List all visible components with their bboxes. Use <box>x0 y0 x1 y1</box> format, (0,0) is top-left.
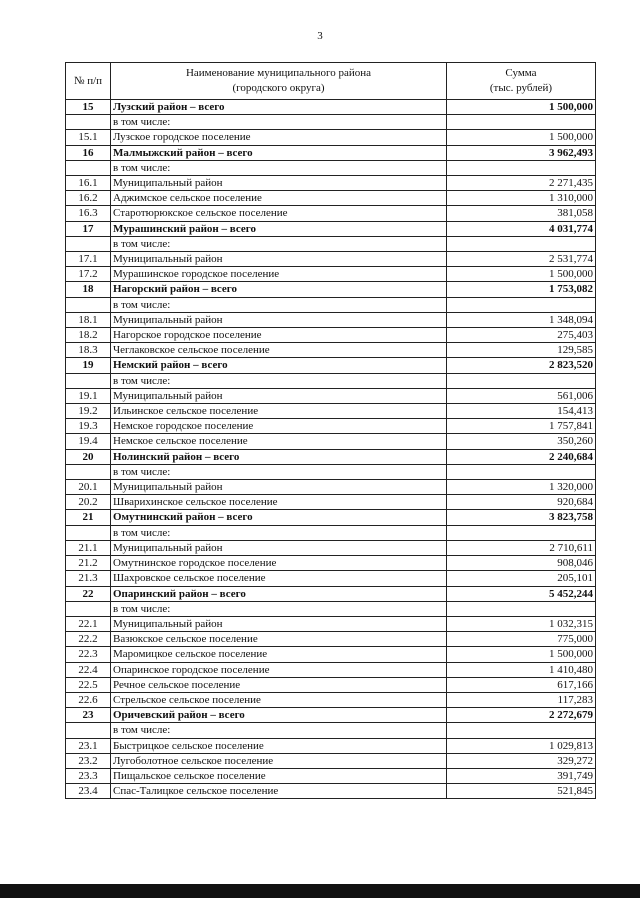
header-name-line1: Наименование муниципального района <box>185 67 372 79</box>
row-number-cell: 23.1 <box>66 738 111 753</box>
row-sum-cell: 154,413 <box>447 404 596 419</box>
row-name-cell: Лугоболотное сельское поселение <box>111 753 447 768</box>
row-name-cell: Быстрицкое сельское поселение <box>111 738 447 753</box>
row-sum-cell: 2 710,611 <box>447 540 596 555</box>
row-number-cell: 16.3 <box>66 206 111 221</box>
row-sum-cell: 2 823,520 <box>447 358 596 373</box>
district-total-row <box>66 221 596 236</box>
table-row <box>66 662 596 677</box>
row-name-cell: в том числе: <box>111 723 447 738</box>
row-name-cell: в том числе: <box>111 160 447 175</box>
table-row <box>66 130 596 145</box>
row-name-cell: Лузское городское поселение <box>111 130 447 145</box>
row-number-cell <box>66 297 111 312</box>
row-sum-cell: 1 310,000 <box>447 191 596 206</box>
row-number-cell: 22.4 <box>66 662 111 677</box>
row-number-cell: 15.1 <box>66 130 111 145</box>
row-name-cell: в том числе: <box>111 601 447 616</box>
row-name-cell: Аджимское сельское поселение <box>111 191 447 206</box>
scan-edge-bar <box>0 884 640 898</box>
row-sum-cell <box>447 464 596 479</box>
row-name-cell: Муниципальный район <box>111 540 447 555</box>
row-number-cell: 16.2 <box>66 191 111 206</box>
row-sum-cell: 920,684 <box>447 495 596 510</box>
row-name-cell: Мурашинское городское поселение <box>111 267 447 282</box>
row-number-cell <box>66 464 111 479</box>
row-sum-cell: 2 272,679 <box>447 708 596 723</box>
row-name-cell: в том числе: <box>111 236 447 251</box>
row-number-cell: 17.1 <box>66 252 111 267</box>
table-row <box>66 419 596 434</box>
row-number-cell: 21.2 <box>66 556 111 571</box>
row-sum-cell: 129,585 <box>447 343 596 358</box>
table-row <box>66 677 596 692</box>
row-name-cell: Чеглаковское сельское поселение <box>111 343 447 358</box>
table-header <box>66 63 596 100</box>
header-name-line2: (городского округа) <box>232 82 325 94</box>
table-row <box>66 252 596 267</box>
row-sum-cell <box>447 236 596 251</box>
row-number-cell: 20 <box>66 449 111 464</box>
row-name-cell: Нолинский район – всего <box>111 449 447 464</box>
row-sum-cell <box>447 723 596 738</box>
row-name-cell: Опаринское городское поселение <box>111 662 447 677</box>
table-row <box>66 176 596 191</box>
row-sum-cell: 1 500,000 <box>447 267 596 282</box>
row-number-cell <box>66 373 111 388</box>
row-name-cell: Муниципальный район <box>111 616 447 631</box>
row-name-cell: Немское городское поселение <box>111 419 447 434</box>
table-row <box>66 160 596 175</box>
row-sum-cell <box>447 373 596 388</box>
row-sum-cell: 1 032,315 <box>447 616 596 631</box>
row-sum-cell <box>447 601 596 616</box>
table-row <box>66 495 596 510</box>
row-number-cell: 22.2 <box>66 632 111 647</box>
row-name-cell: в том числе: <box>111 464 447 479</box>
table-row <box>66 343 596 358</box>
table-row <box>66 784 596 799</box>
header-name <box>111 63 447 100</box>
row-number-cell: 15 <box>66 100 111 115</box>
table-row <box>66 571 596 586</box>
row-sum-cell: 1 500,000 <box>447 130 596 145</box>
row-sum-cell: 2 531,774 <box>447 252 596 267</box>
row-name-cell: Оричевский район – всего <box>111 708 447 723</box>
row-sum-cell: 1 753,082 <box>447 282 596 297</box>
row-sum-cell: 1 500,000 <box>447 100 596 115</box>
row-number-cell: 18.2 <box>66 328 111 343</box>
table-row <box>66 236 596 251</box>
row-sum-cell: 329,272 <box>447 753 596 768</box>
row-sum-cell: 561,006 <box>447 388 596 403</box>
row-name-cell: Лузский район – всего <box>111 100 447 115</box>
row-sum-cell: 1 500,000 <box>447 647 596 662</box>
header-sum-line1: Сумма <box>505 67 537 79</box>
table-row <box>66 434 596 449</box>
row-name-cell: Муниципальный район <box>111 252 447 267</box>
row-name-cell: Муниципальный район <box>111 312 447 327</box>
table-row <box>66 738 596 753</box>
row-number-cell: 19.3 <box>66 419 111 434</box>
header-num: № п/п <box>66 63 111 100</box>
row-name-cell: Муниципальный район <box>111 480 447 495</box>
row-number-cell: 22.5 <box>66 677 111 692</box>
district-total-row <box>66 282 596 297</box>
row-sum-cell: 391,749 <box>447 768 596 783</box>
row-number-cell: 19.2 <box>66 404 111 419</box>
row-number-cell: 20.2 <box>66 495 111 510</box>
row-number-cell: 18.3 <box>66 343 111 358</box>
district-total-row <box>66 449 596 464</box>
table-row <box>66 388 596 403</box>
row-number-cell: 23.3 <box>66 768 111 783</box>
table-row <box>66 312 596 327</box>
row-sum-cell <box>447 160 596 175</box>
row-sum-cell: 908,046 <box>447 556 596 571</box>
header-sum <box>447 63 596 100</box>
row-sum-cell: 3 823,758 <box>447 510 596 525</box>
table-row <box>66 723 596 738</box>
table-row <box>66 692 596 707</box>
row-sum-cell: 1 410,480 <box>447 662 596 677</box>
row-sum-cell: 381,058 <box>447 206 596 221</box>
district-total-row <box>66 586 596 601</box>
row-name-cell: Немский район – всего <box>111 358 447 373</box>
table-row <box>66 464 596 479</box>
row-name-cell: Мурашинский район – всего <box>111 221 447 236</box>
page-number: 3 <box>317 30 323 42</box>
table-row <box>66 540 596 555</box>
row-name-cell: Омутнинское городское поселение <box>111 556 447 571</box>
row-number-cell: 23.4 <box>66 784 111 799</box>
row-number-cell <box>66 601 111 616</box>
row-name-cell: Пищальское сельское поселение <box>111 768 447 783</box>
row-number-cell: 18.1 <box>66 312 111 327</box>
table-row <box>66 616 596 631</box>
district-total-row <box>66 145 596 160</box>
row-number-cell <box>66 160 111 175</box>
table-row <box>66 632 596 647</box>
table-row <box>66 297 596 312</box>
row-name-cell: Стрельское сельское поселение <box>111 692 447 707</box>
row-sum-cell <box>447 115 596 130</box>
row-number-cell <box>66 723 111 738</box>
row-sum-cell: 5 452,244 <box>447 586 596 601</box>
row-number-cell: 16 <box>66 145 111 160</box>
table-row <box>66 404 596 419</box>
row-number-cell: 17.2 <box>66 267 111 282</box>
row-sum-cell: 2 240,684 <box>447 449 596 464</box>
row-number-cell: 22 <box>66 586 111 601</box>
budget-table <box>65 62 596 799</box>
row-sum-cell: 1 757,841 <box>447 419 596 434</box>
table-row <box>66 647 596 662</box>
row-number-cell: 20.1 <box>66 480 111 495</box>
table-row <box>66 115 596 130</box>
row-number-cell: 19.4 <box>66 434 111 449</box>
table-body <box>66 100 596 799</box>
row-sum-cell <box>447 297 596 312</box>
row-sum-cell: 275,403 <box>447 328 596 343</box>
row-number-cell: 22.1 <box>66 616 111 631</box>
row-sum-cell: 350,260 <box>447 434 596 449</box>
row-number-cell: 22.6 <box>66 692 111 707</box>
row-sum-cell: 521,845 <box>447 784 596 799</box>
table-row <box>66 328 596 343</box>
row-name-cell: Омутнинский район – всего <box>111 510 447 525</box>
row-sum-cell: 117,283 <box>447 692 596 707</box>
district-total-row <box>66 510 596 525</box>
table-row <box>66 753 596 768</box>
row-number-cell: 21 <box>66 510 111 525</box>
row-number-cell <box>66 115 111 130</box>
row-number-cell <box>66 236 111 251</box>
row-number-cell: 19.1 <box>66 388 111 403</box>
row-name-cell: Шахровское сельское поселение <box>111 571 447 586</box>
row-name-cell: Речное сельское поселение <box>111 677 447 692</box>
row-sum-cell: 1 029,813 <box>447 738 596 753</box>
row-name-cell: Маромицкое сельское поселение <box>111 647 447 662</box>
row-sum-cell: 775,000 <box>447 632 596 647</box>
row-name-cell: Спас-Талицкое сельское поселение <box>111 784 447 799</box>
row-name-cell: Вазюкское сельское поселение <box>111 632 447 647</box>
table-row <box>66 191 596 206</box>
row-sum-cell: 4 031,774 <box>447 221 596 236</box>
table-row <box>66 206 596 221</box>
row-name-cell: Опаринский район – всего <box>111 586 447 601</box>
row-number-cell <box>66 525 111 540</box>
row-number-cell: 23 <box>66 708 111 723</box>
row-name-cell: Ильинское сельское поселение <box>111 404 447 419</box>
row-number-cell: 22.3 <box>66 647 111 662</box>
district-total-row <box>66 100 596 115</box>
table-row <box>66 480 596 495</box>
row-name-cell: Нагорское городское поселение <box>111 328 447 343</box>
table-row <box>66 601 596 616</box>
row-number-cell: 19 <box>66 358 111 373</box>
row-number-cell: 23.2 <box>66 753 111 768</box>
row-name-cell: в том числе: <box>111 373 447 388</box>
row-sum-cell: 1 348,094 <box>447 312 596 327</box>
header-row <box>66 63 596 100</box>
row-name-cell: Нагорский район – всего <box>111 282 447 297</box>
table-row <box>66 525 596 540</box>
row-name-cell: Муниципальный район <box>111 176 447 191</box>
table-row <box>66 768 596 783</box>
row-name-cell: Шварихинское сельское поселение <box>111 495 447 510</box>
row-name-cell: в том числе: <box>111 115 447 130</box>
row-number-cell: 16.1 <box>66 176 111 191</box>
row-sum-cell <box>447 525 596 540</box>
row-name-cell: Малмыжский район – всего <box>111 145 447 160</box>
row-name-cell: Старотюрюкское сельское поселение <box>111 206 447 221</box>
district-total-row <box>66 358 596 373</box>
table-row <box>66 267 596 282</box>
row-number-cell: 21.1 <box>66 540 111 555</box>
row-name-cell: Немское сельское поселение <box>111 434 447 449</box>
row-sum-cell: 617,166 <box>447 677 596 692</box>
row-number-cell: 17 <box>66 221 111 236</box>
row-name-cell: в том числе: <box>111 525 447 540</box>
header-sum-line2: (тыс. рублей) <box>489 82 553 94</box>
table-row <box>66 373 596 388</box>
row-number-cell: 21.3 <box>66 571 111 586</box>
row-number-cell: 18 <box>66 282 111 297</box>
row-sum-cell: 1 320,000 <box>447 480 596 495</box>
row-sum-cell: 3 962,493 <box>447 145 596 160</box>
row-name-cell: Муниципальный район <box>111 388 447 403</box>
table-row <box>66 556 596 571</box>
district-total-row <box>66 708 596 723</box>
row-name-cell: в том числе: <box>111 297 447 312</box>
row-sum-cell: 2 271,435 <box>447 176 596 191</box>
row-sum-cell: 205,101 <box>447 571 596 586</box>
